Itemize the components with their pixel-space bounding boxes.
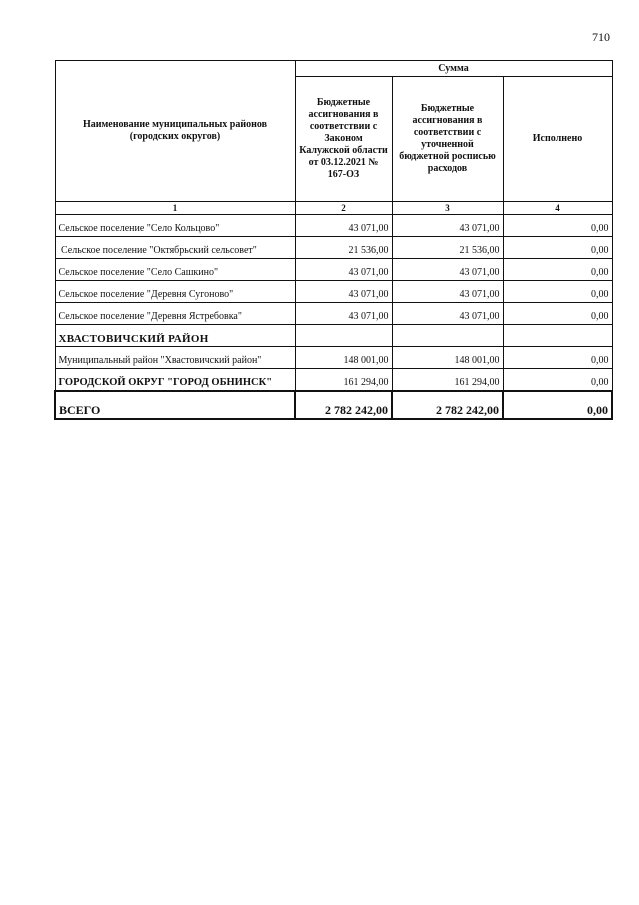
column-number: 2	[295, 202, 392, 215]
row-name: Сельское поселение "Октябрьский сельсовет"	[55, 237, 295, 259]
empty-cell	[295, 325, 392, 347]
city-district-row	[55, 369, 612, 392]
header-municipality: Наименование муниципальных районов (городских округов)	[55, 61, 295, 202]
column-number: 3	[392, 202, 503, 215]
row-name: ГОРОДСКОЙ ОКРУГ "ГОРОД ОБНИНСК"	[55, 369, 295, 392]
table-row	[55, 347, 612, 369]
row-name: Сельское поселение "Деревня Ястребовка"	[55, 303, 295, 325]
region-heading: ХВАСТОВИЧСКИЙ РАЙОН	[55, 325, 295, 347]
empty-cell	[503, 325, 612, 347]
budget-table	[54, 60, 613, 420]
row-law-value: 161 294,00	[295, 369, 392, 392]
row-name: Сельское поселение "Село Сашкино"	[55, 259, 295, 281]
row-executed-value: 0,00	[503, 259, 612, 281]
row-name: Сельское поселение "Деревня Сугоново"	[55, 281, 295, 303]
row-executed-value: 0,00	[503, 215, 612, 237]
column-number: 4	[503, 202, 612, 215]
table-row	[55, 281, 612, 303]
column-number: 1	[55, 202, 295, 215]
total-executed-value: 0,00	[503, 391, 612, 419]
total-refined-value: 2 782 242,00	[392, 391, 503, 419]
row-refined-value: 21 536,00	[392, 237, 503, 259]
row-law-value: 43 071,00	[295, 281, 392, 303]
total-row	[55, 391, 612, 419]
row-law-value: 148 001,00	[295, 347, 392, 369]
row-executed-value: 0,00	[503, 303, 612, 325]
row-law-value: 43 071,00	[295, 303, 392, 325]
row-law-value: 43 071,00	[295, 215, 392, 237]
row-refined-value: 43 071,00	[392, 215, 503, 237]
row-executed-value: 0,00	[503, 281, 612, 303]
header-refined-allocations: Бюджетные ассигнования в соответствии с уточненной бюджетной росписью расходов	[392, 77, 503, 202]
region-heading-row	[55, 325, 612, 347]
row-refined-value: 148 001,00	[392, 347, 503, 369]
header-law-allocations: Бюджетные ассигнования в соответствии с Законом Калужской области от 03.12.2021 № 167-ОЗ	[295, 77, 392, 202]
page-number: 710	[592, 30, 610, 44]
total-label: ВСЕГО	[55, 391, 295, 419]
row-law-value: 21 536,00	[295, 237, 392, 259]
row-refined-value: 43 071,00	[392, 259, 503, 281]
total-law-value: 2 782 242,00	[295, 391, 392, 419]
row-refined-value: 43 071,00	[392, 281, 503, 303]
row-law-value: 43 071,00	[295, 259, 392, 281]
row-executed-value: 0,00	[503, 347, 612, 369]
row-refined-value: 43 071,00	[392, 303, 503, 325]
row-name: Муниципальный район "Хвастовичский район"	[55, 347, 295, 369]
header-executed: Исполнено	[503, 77, 612, 202]
row-executed-value: 0,00	[503, 237, 612, 259]
header-sum: Сумма	[295, 61, 612, 77]
table-row	[55, 237, 612, 259]
row-refined-value: 161 294,00	[392, 369, 503, 392]
empty-cell	[392, 325, 503, 347]
table-row	[55, 215, 612, 237]
row-name: Сельское поселение "Село Кольцово"	[55, 215, 295, 237]
row-executed-value: 0,00	[503, 369, 612, 392]
table-row	[55, 303, 612, 325]
table-row	[55, 259, 612, 281]
